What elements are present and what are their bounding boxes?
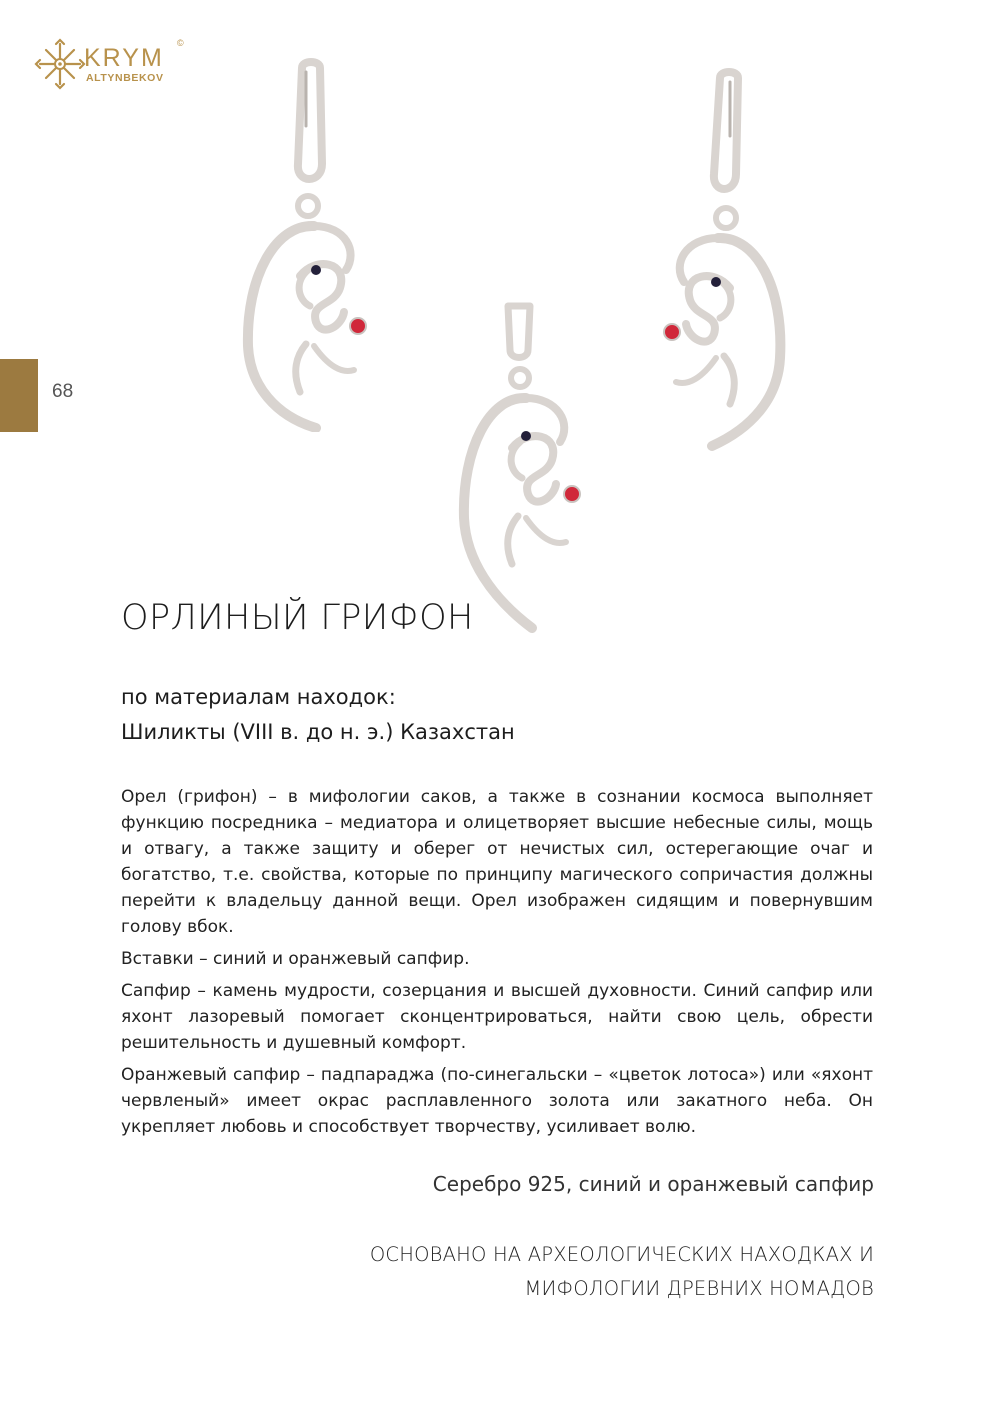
closing-line-2: МИФОЛОГИИ ДРЕВНИХ НОМАДОВ xyxy=(524,1277,874,1300)
brand-logo xyxy=(34,38,194,94)
side-tab xyxy=(0,359,38,432)
description-paragraph: Оранжевый сапфир – падпараджа (по-синегальски – «цветок лотоса») или «яхонт червленый» имеет окрас расплавленного золота или закатного неба. Он укрепляет любовь и способствует творчеству, усиливает волю. xyxy=(121,1065,873,1137)
product-subtitle xyxy=(121,680,515,750)
description-paragraph: Орел (грифон) – в мифологии саков, а также в сознании космоса выполняет функцию посредника – медиатора и олицетворяет высшие небесные силы, мощь и отвагу, а также защиту и оберег от нечистых сил, остерегающие очаг и богатство, т.е. свойства, которые по принципу магического сопричастия должны перейти к владельцу данной вещи. Орел изображен сидящим и повернувшим голову вбок. xyxy=(121,787,873,937)
description-paragraph: Сапфир – камень мудрости, созерцания и высшей духовности. Синий сапфир или яхонт лазоревый помогает сконцентрироваться, найти свою цель, обрести решительность и душевный комфорт. xyxy=(121,981,873,1053)
description xyxy=(121,784,873,1146)
page-number: 68 xyxy=(52,381,74,402)
pendant-image xyxy=(450,298,590,638)
subtitle-line-1: по материалам находок: xyxy=(121,685,396,709)
closing-line-1: ОСНОВАНО НА АРХЕОЛОГИЧЕСКИХ НАХОДКАХ И xyxy=(369,1243,874,1266)
materials-line: Серебро 925, синий и оранжевый сапфир xyxy=(432,1172,874,1196)
closing-statement xyxy=(370,1238,874,1306)
registered-mark: © xyxy=(177,38,184,48)
logo-subtitle: ALTYNBEKOV xyxy=(86,72,164,84)
star-ornament-icon xyxy=(34,38,86,90)
description-paragraph: Вставки – синий и оранжевый сапфир. xyxy=(121,949,470,969)
earring-right-image xyxy=(652,66,792,452)
earring-left-image xyxy=(236,56,376,432)
subtitle-line-2: Шиликты (VIII в. до н. э.) Казахстан xyxy=(121,720,515,744)
logo-title: KRYM xyxy=(84,44,164,72)
product-title: ОРЛИНЫЙ ГРИФОН xyxy=(121,598,474,638)
